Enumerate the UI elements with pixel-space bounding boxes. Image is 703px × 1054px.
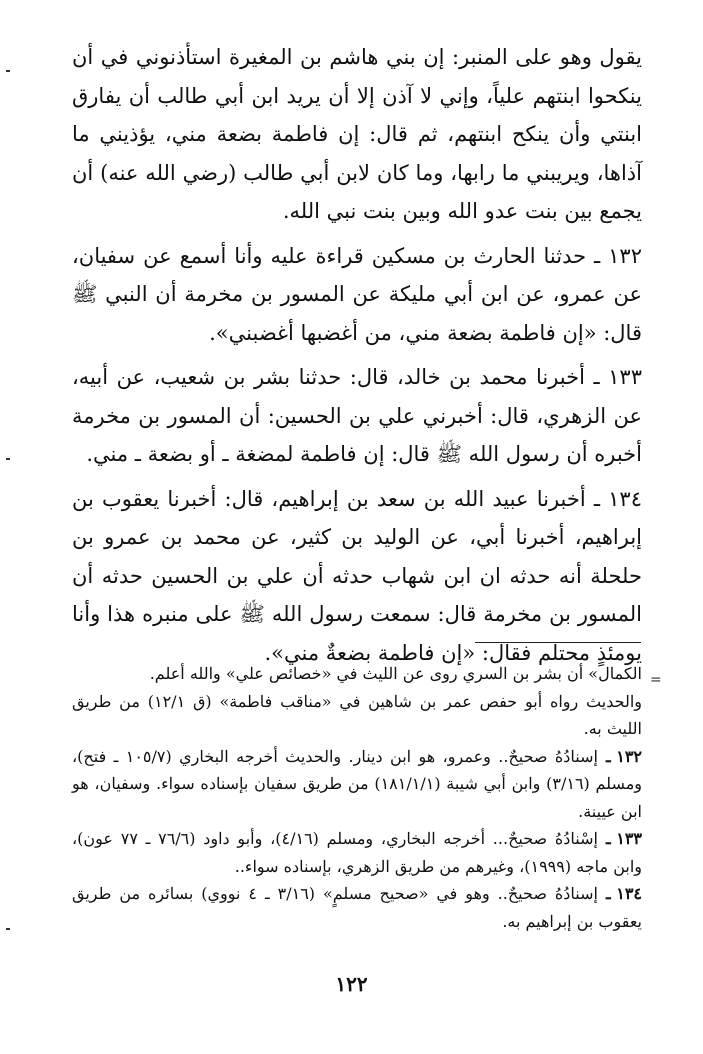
footnote-separator [475,642,641,643]
paragraph-hadith-132: ١٣٢ ـ حدثنا الحارث بن مسكين قراءة عليه وأنا أسمع عن سفيان، عن عمرو، عن ابن أبي مليكة عن المسور بن مخرمة أن النبي ﷺ قال: «إن فاطمة بضعة مني، من أغضبها أغضبني». [72,243,642,345]
footnote-133 [72,825,642,880]
footnote-text: إسْنادُهُ صحيحٌ... أخرجه البخاري، ومسلم (٤/١٦)، وأبو داود (٧٦/٦ ـ ٧٧ عون)، وابن ماجه (١٩٩٩)، وغيرهم من طريق الزهري، بإسناده سواء.. [72,829,642,876]
footnote-text: إسنادُهُ صحيحٌ.. وعمرو، هو ابن دينار. والحديث أخرجه البخاري (١٠٥/٧ ـ فتح)، ومسلم (٣/١٦) وابن أبي شيبة (١٨١/١/١) من طريق سفيان بإسناده سواء. وسفيان، هو ابن عيينة. [72,746,643,821]
paragraph-hadith-133: ١٣٣ ـ أخبرنا محمد بن خالد، قال: حدثنا بشر بن شعيب، عن أبيه، عن الزهري، قال: أخبرني علي بن الحسين: أن المسور بن مخرمة أخبره أن رسول الله ﷺ قال: إن فاطمة لمضغة ـ أو بضعة ـ مني. [72,365,642,466]
footnote-number: ١٣٣ ـ [605,829,642,848]
scan-edge-mark [6,70,10,72]
scan-edge-mark [6,458,10,460]
footnote-continued-line: الكمال» أن بشر بن السري روى عن الليث في «خصائص علي» والله أعلم. [149,664,642,683]
paragraph-intro-hadith: يقول وهو على المنبر: إن بني هاشم بن المغيرة استأذنوني في أن ينكحوا ابنتهم علياً، وإني لا آذن إلا أن يريد ابن أبي طالب أن يفارق ابنتي وأن ينكح ابنتهم، ثم قال: إن فاطمة بضعة مني، يؤذيني ما آذاها، ويريبني ما رابها، وما كان لابن أبي طالب (رضي الله عنه) أن يجمع بين بنت عدو الله وبين بنت نبي الله. [72,45,642,223]
paragraph-hadith-134: ١٣٤ ـ أخبرنا عبيد الله بن سعد بن إبراهيم، قال: أخبرنا يعقوب بن إبراهيم، أخبرنا أبي، عن الوليد بن كثير، عن محمد بن عمرو بن حلحلة أنه حدثه ان ابن شهاب حدثه أن علي بن الحسين حدثه أن المسور بن مخرمة قال: سمعت رسول الله ﷺ على منبره هذا وأنا يومئذٍ محتلم فقال: «إن فاطمة بضعةٌ مني». [72,486,642,665]
footnote-number: ١٣٤ ـ [605,884,642,903]
scan-edge-mark [6,928,10,930]
footnote-continuation-mark: = [650,672,662,688]
page-number: ١٢٢ [335,972,368,996]
footnote-text: إسنادُهُ صحيحٌ.. وهو في «صحيح مسلمٍ» (٣/١٦ ـ ٤ نووي) بسائره من طريق يعقوب بن إبراهيم به. [72,884,642,931]
footnote-number: ١٣٢ ـ [605,746,643,766]
footnote-134 [72,880,642,935]
main-text [72,38,642,672]
footnote-continued-line: والحديث رواه أبو حفص عمر بن شاهين في «مناقب فاطمة» (ق ١٢/١) من طريق الليث به. [72,691,642,738]
footnotes [72,660,642,935]
footnote-132 [72,743,642,826]
